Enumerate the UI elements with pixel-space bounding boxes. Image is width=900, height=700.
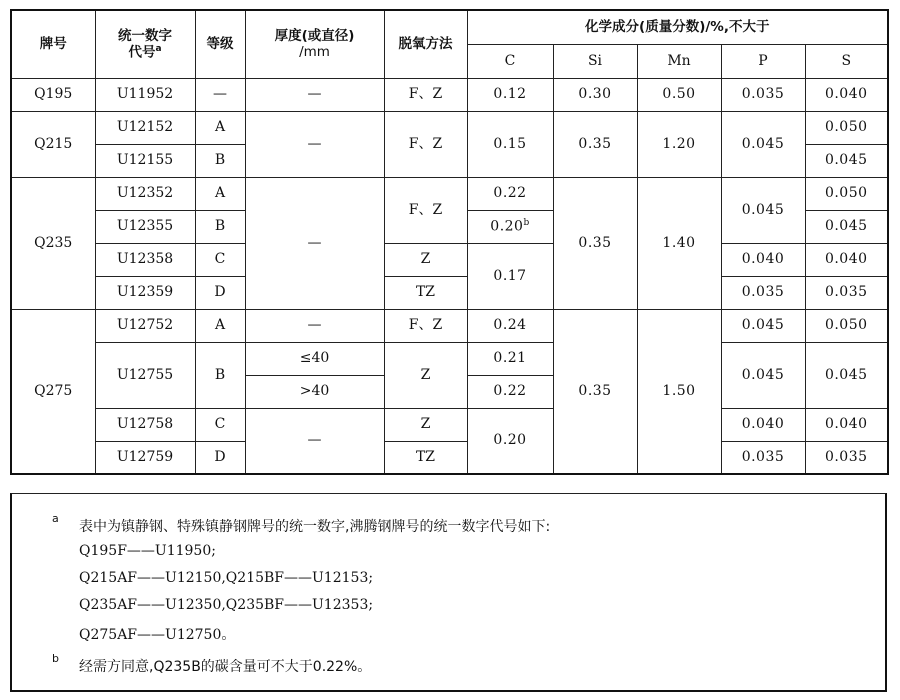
si-cell: 0.30 — [553, 78, 637, 111]
c-cell: 0.17 — [467, 243, 553, 309]
grade-cell: Q275 — [11, 309, 95, 474]
deox-cell: F、Z — [384, 177, 467, 243]
quality-cell: C — [195, 243, 245, 276]
deox-cell: TZ — [384, 276, 467, 309]
header-thickness: 厚度(或直径) /mm — [245, 10, 384, 78]
quality-cell: B — [195, 342, 245, 408]
footnote-b — [52, 652, 372, 676]
deox-cell: F、Z — [384, 78, 467, 111]
p-cell: 0.035 — [721, 441, 805, 474]
p-cell: 0.045 — [721, 342, 805, 408]
table-row — [11, 243, 888, 276]
grade-cell: Q195 — [11, 78, 95, 111]
code-cell: U12152 — [95, 111, 195, 144]
p-cell: 0.040 — [721, 243, 805, 276]
code-cell: U12155 — [95, 144, 195, 177]
quality-cell: A — [195, 111, 245, 144]
quality-cell: A — [195, 177, 245, 210]
mn-cell: 1.20 — [637, 111, 721, 177]
table-row — [11, 111, 888, 144]
table-row — [11, 78, 888, 111]
c-cell: 0.24 — [467, 309, 553, 342]
thickness-cell: — — [245, 408, 384, 474]
p-cell: 0.035 — [721, 276, 805, 309]
thickness-cell: — — [245, 309, 384, 342]
code-cell: U12752 — [95, 309, 195, 342]
quality-cell: — — [195, 78, 245, 111]
footnote-a-line: Q275AF——U12750。 — [79, 627, 236, 643]
si-cell: 0.35 — [553, 309, 637, 474]
c-cell: 0.20 — [467, 408, 553, 474]
p-cell: 0.040 — [721, 408, 805, 441]
c-cell: 0.22 — [467, 375, 553, 408]
s-cell: 0.040 — [805, 408, 888, 441]
table-row — [11, 342, 888, 375]
mn-cell: 1.50 — [637, 309, 721, 474]
quality-cell: B — [195, 210, 245, 243]
table-row — [11, 276, 888, 309]
code-cell: U12355 — [95, 210, 195, 243]
code-cell: U12359 — [95, 276, 195, 309]
thickness-cell: — — [245, 78, 384, 111]
c-cell: 0.12 — [467, 78, 553, 111]
s-cell: 0.045 — [805, 144, 888, 177]
table-row — [11, 441, 888, 474]
deox-cell: F、Z — [384, 309, 467, 342]
code-cell: U12358 — [95, 243, 195, 276]
code-cell: U12352 — [95, 177, 195, 210]
header-chemical-composition: 化学成分(质量分数)/%,不大于 — [467, 10, 888, 44]
deox-cell: Z — [384, 342, 467, 408]
s-cell: 0.040 — [805, 78, 888, 111]
thickness-cell: — — [245, 177, 384, 309]
c-cell: 0.15 — [467, 111, 553, 177]
header-Si: Si — [553, 44, 637, 78]
thickness-cell: >40 — [245, 375, 384, 408]
s-cell: 0.050 — [805, 111, 888, 144]
header-P: P — [721, 44, 805, 78]
quality-cell: A — [195, 309, 245, 342]
c-cell: 0.20$^b$ — [467, 210, 553, 243]
si-cell: 0.35 — [553, 111, 637, 177]
quality-cell: D — [195, 441, 245, 474]
header-C: C — [467, 44, 553, 78]
s-cell: 0.035 — [805, 441, 888, 474]
table-row — [11, 177, 888, 210]
code-cell: U11952 — [95, 78, 195, 111]
table-footnotes — [10, 493, 887, 692]
s-cell: 0.040 — [805, 243, 888, 276]
code-cell: U12758 — [95, 408, 195, 441]
table-row — [11, 408, 888, 441]
grade-cell: Q235 — [11, 177, 95, 309]
header-Mn: Mn — [637, 44, 721, 78]
s-cell: 0.035 — [805, 276, 888, 309]
header-code: 统一数字 代号$^a$ — [95, 10, 195, 78]
s-cell: 0.045 — [805, 210, 888, 243]
mn-cell: 1.40 — [637, 177, 721, 309]
thickness-cell: — — [245, 111, 384, 177]
deox-cell: F、Z — [384, 111, 467, 177]
mn-cell: 0.50 — [637, 78, 721, 111]
table-row — [11, 309, 888, 342]
code-cell: U12759 — [95, 441, 195, 474]
s-cell: 0.045 — [805, 342, 888, 408]
header-S: S — [805, 44, 888, 78]
footnote-b-mark: b — [52, 652, 59, 665]
header-row-1 — [11, 10, 888, 44]
footnote-a-mark: a — [52, 512, 59, 525]
code-cell: U12755 — [95, 342, 195, 408]
c-cell: 0.22 — [467, 177, 553, 210]
p-cell: 0.045 — [721, 177, 805, 243]
footnote-a — [52, 512, 551, 536]
footnote-a-line: Q235AF——U12350,Q235BF——U12353; — [79, 597, 374, 613]
header-deoxidation: 脱氧方法 — [384, 10, 467, 78]
header-grade: 牌号 — [11, 10, 95, 78]
thickness-cell: ≤40 — [245, 342, 384, 375]
header-quality: 等级 — [195, 10, 245, 78]
quality-cell: B — [195, 144, 245, 177]
footnote-a-line: Q195F——U11950; — [79, 543, 216, 559]
deox-cell: TZ — [384, 441, 467, 474]
quality-cell: D — [195, 276, 245, 309]
p-cell: 0.045 — [721, 111, 805, 177]
c-cell: 0.21 — [467, 342, 553, 375]
s-cell: 0.050 — [805, 309, 888, 342]
p-cell: 0.045 — [721, 309, 805, 342]
s-cell: 0.050 — [805, 177, 888, 210]
si-cell: 0.35 — [553, 177, 637, 309]
p-cell: 0.035 — [721, 78, 805, 111]
footnote-a-line: Q215AF——U12150,Q215BF——U12153; — [79, 570, 374, 586]
deox-cell: Z — [384, 243, 467, 276]
grade-cell: Q215 — [11, 111, 95, 177]
quality-cell: C — [195, 408, 245, 441]
deox-cell: Z — [384, 408, 467, 441]
chemical-composition-table — [10, 9, 889, 475]
footnote-a-text: 表中为镇静钢、特殊镇静钢牌号的统一数字,沸腾钢牌号的统一数字代号如下: — [79, 519, 551, 535]
footnote-b-text: 经需方同意,Q235B的碳含量可不大于0.22%。 — [79, 659, 372, 675]
